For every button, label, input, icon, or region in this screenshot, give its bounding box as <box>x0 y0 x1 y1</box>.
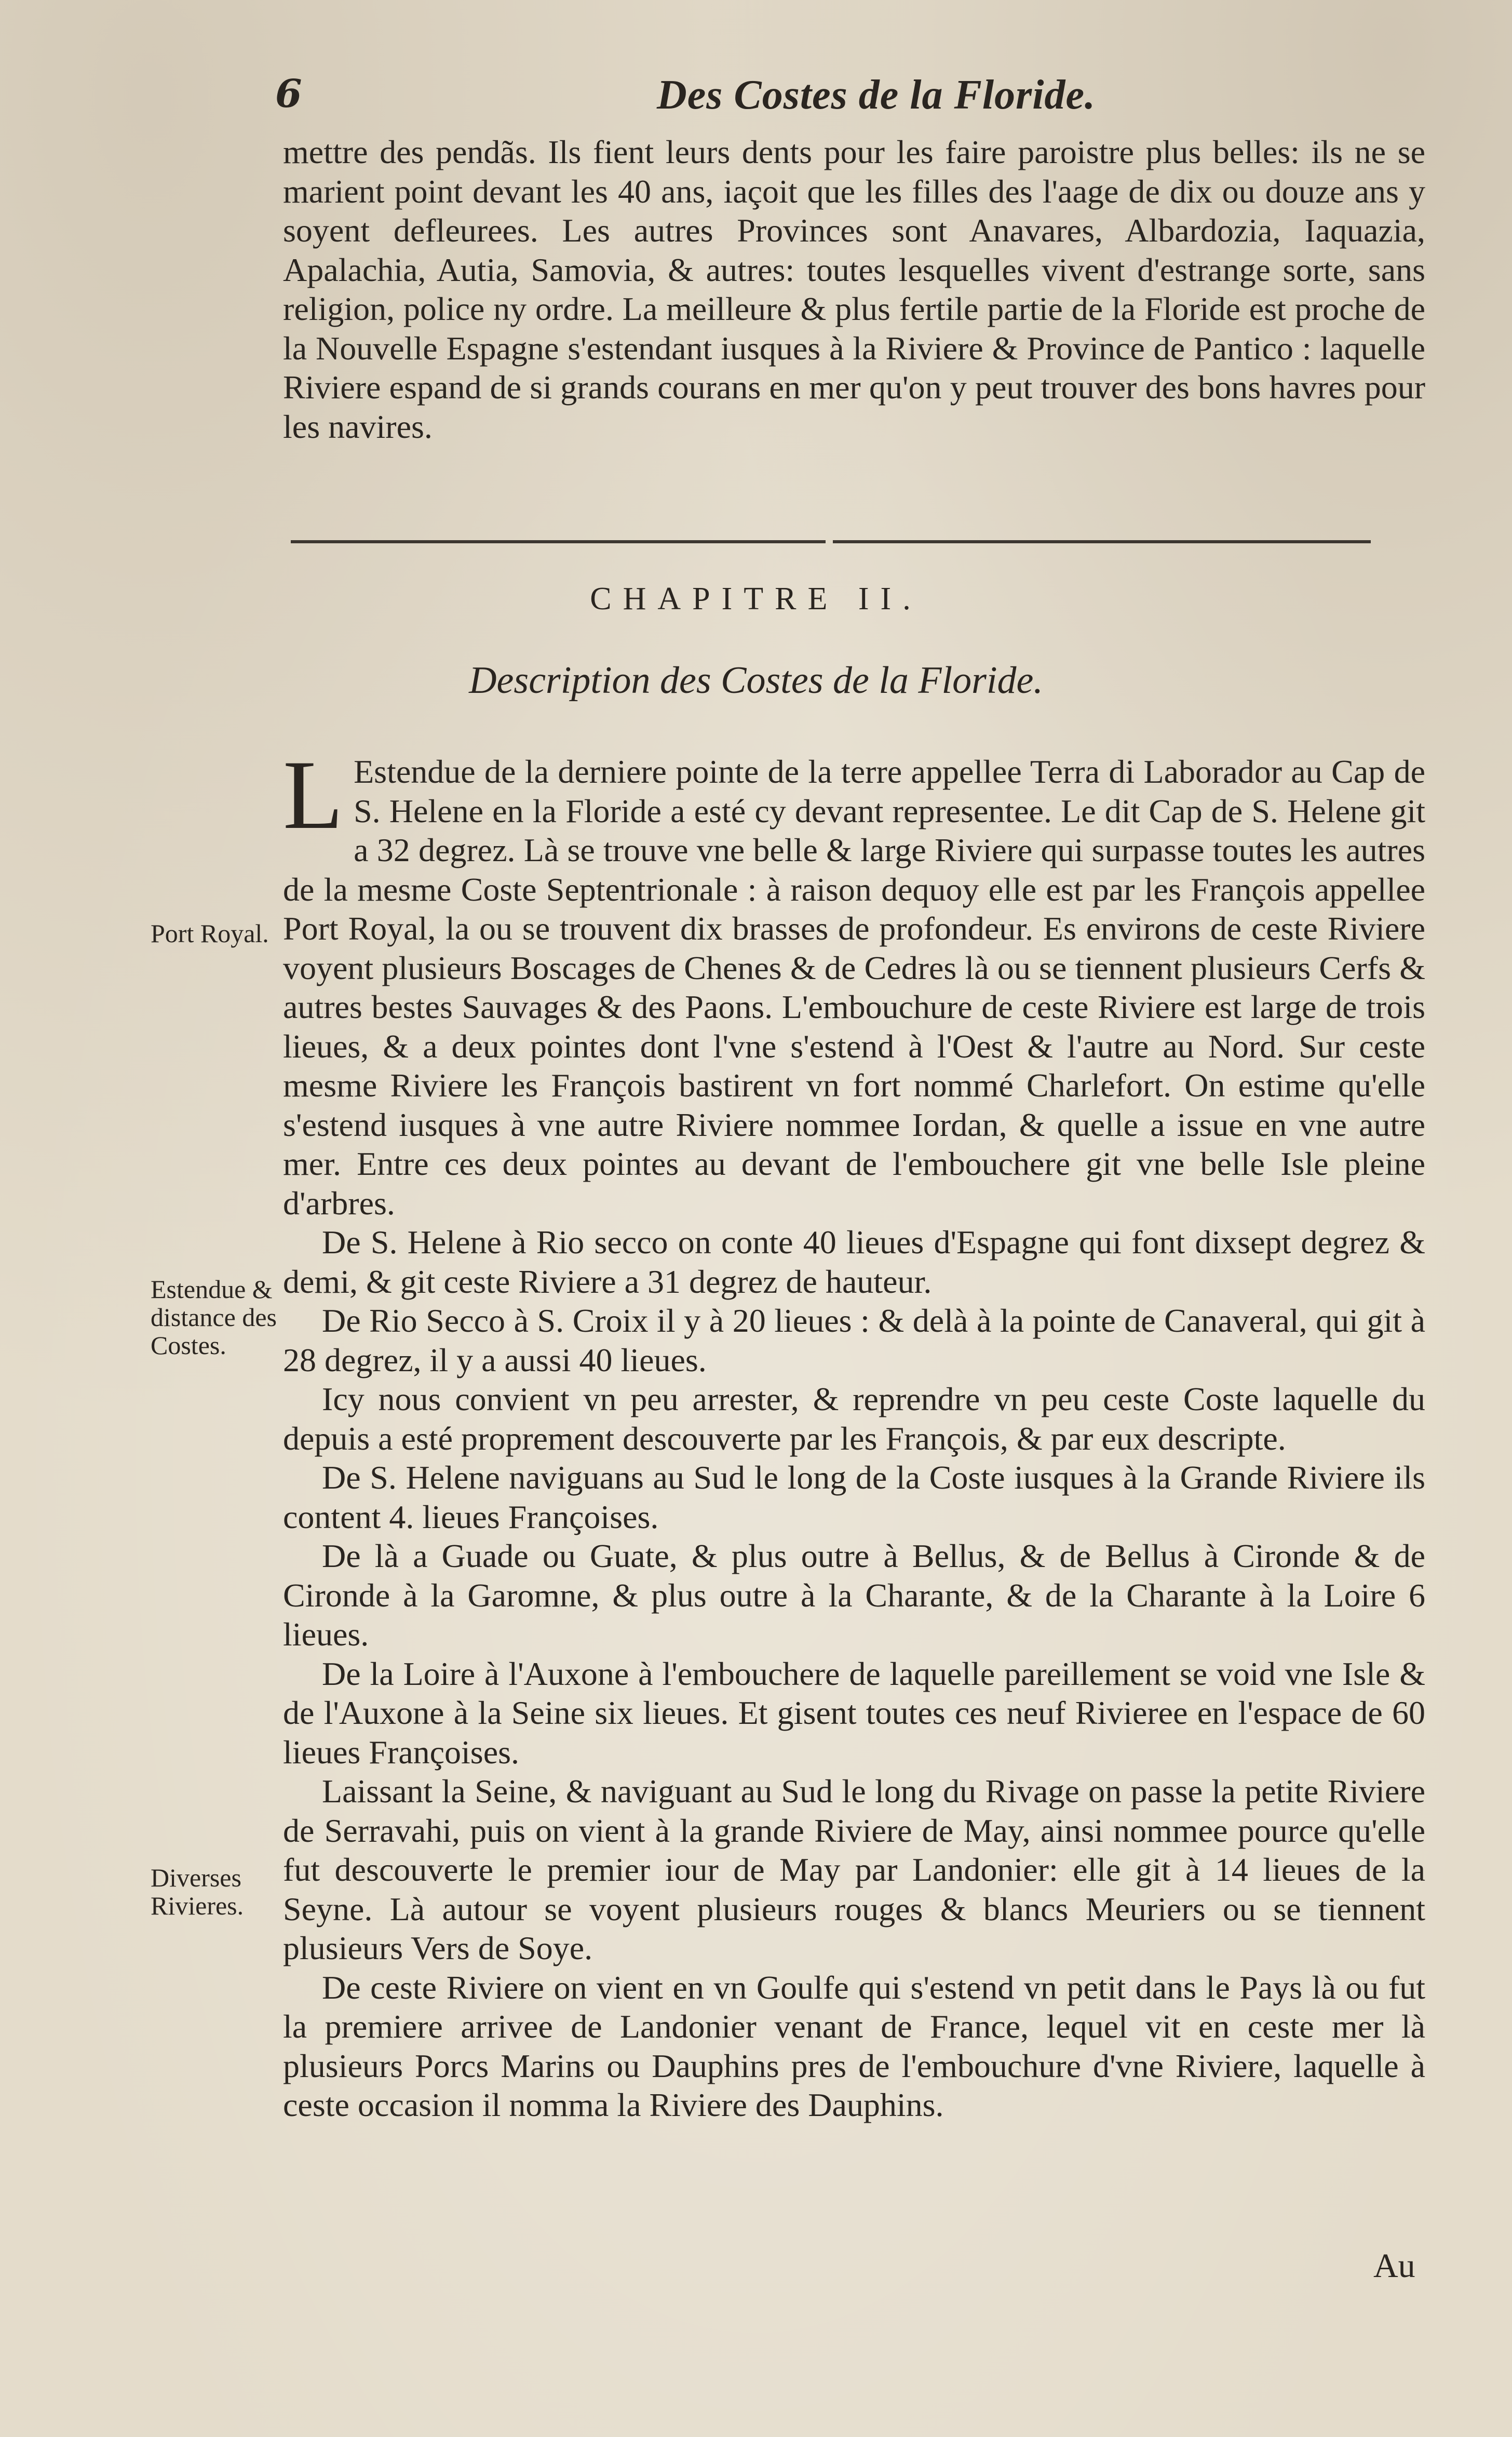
paragraph-2: De S. Helene à Rio secco on conte 40 lieues d'Espagne qui font dixsept degrez & demi, & git ceste Riviere a 31 degrez de hauteur. <box>283 1224 1425 1300</box>
chapter-heading: CHAPITRE II. <box>590 581 922 617</box>
paragraph-1 <box>283 741 1425 1223</box>
chapter-body <box>283 741 1425 2125</box>
catchword: Au <box>1373 2247 1415 2285</box>
margin-note-estendue: Estendue & distance des Costes. <box>151 1275 277 1360</box>
paragraph-4: Icy nous convient vn peu arrester, & reprendre vn peu ceste Coste laquelle du depuis a esté proprement descouverte par les François, & par eux descripte. <box>283 1381 1425 1457</box>
intro-paragraph-block <box>283 132 1425 446</box>
intro-paragraph: mettre des pendãs. Ils fient leurs dents pour les faire paroistre plus belles: ils ne se marient point devant les 40 ans, iaçoit que les filles des l'aage de dix ou douze ans y soyent defleurees. Les autres Provinces sont Anavares, Albardozia, Iaquazia, Apalachia, Autia, Samovia, & autres: toutes lesquelles vivent d'estrange sorte, sans religion, police ny ordre. La meilleure & plus fertile partie de la Floride est proche de la Nouvelle Espagne s'estendant iusques à la Riviere & Province de Pantico : laquelle Riviere espand de si grands courans en mer qu'on y peut trouver des bons havres pour les navires. <box>283 133 1425 445</box>
paragraph-8: Laissant la Seine, & naviguant au Sud le long du Rivage on passe la petite Riviere de Serravahi, puis on vient à la grande Riviere de May, ainsi nommee pource qu'elle fut descouverte le premier iour de May par Landonier: elle git à 14 lieues de la Seyne. Là autour se voyent plusieurs rouges & blancs Meuriers ou se tiennent plusieurs Vers de Soye. <box>283 1773 1425 1966</box>
section-divider-gap <box>826 538 833 545</box>
paragraph-6: De là a Guade ou Guate, & plus outre à Bellus, & de Bellus à Cironde & de Cironde à la Garomne, & plus outre à la Charante, & de la Charante à la Loire 6 lieues. <box>283 1537 1425 1653</box>
margin-note-diverses: Diverses Rivieres. <box>151 1863 244 1920</box>
chapter-subtitle: Description des Costes de la Floride. <box>469 659 1043 702</box>
running-title: Des Costes de la Floride. <box>657 72 1096 118</box>
page-number: 6 <box>275 72 302 116</box>
paragraph-1-text: Estendue de la derniere pointe de la terre appellee Terra di Laborador au Cap de S. Helene en la Floride a esté cy devant representee. Le dit Cap de S. Helene git a 32 degrez. Là se trouve vne belle & large Riviere qui surpasse toutes les autres de la mesme Coste Septentrionale : à raison dequoy elle est par les François appellee Port Royal, la ou se trouvent dix brasses de profondeur. Es environs de ceste Riviere voyent plusieurs Boscages de Chenes & de Cedres là ou se tiennent plusieurs Cerfs & autres bestes Sauvages & des Paons. L'embouchure de ceste Riviere est large de trois lieues, & a deux pointes dont l'vne s'estend à l'Oest & l'autre au Nord. Sur ceste mesme Riviere les François bastirent vn fort nommé Charlefort. On estime qu'elle s'estend iusques à vne autre Riviere nommee Iordan, & quelle a issue en vne autre mer. Entre ces deux pointes au devant de l'embouchere git vne belle Isle pleine d'arbres. <box>283 753 1425 1222</box>
paragraph-7: De la Loire à l'Auxone à l'embouchere de laquelle pareillement se void vne Isle & de l'Auxone à la Seine six lieues. Et gisent toutes ces neuf Rivieree en l'espace de 60 lieues Françoises. <box>283 1655 1425 1771</box>
paragraph-5: De S. Helene naviguans au Sud le long de la Coste iusques à la Grande Riviere ils content 4. lieues Françoises. <box>283 1459 1425 1535</box>
paragraph-9: De ceste Riviere on vient en vn Goulfe qui s'estend vn petit dans le Pays là ou fut la premiere arrivee de Landonier venant de France, lequel vit en ceste mer là plusieurs Porcs Marins ou Dauphins pres de l'embouchure d'vne Riviere, laquelle à ceste occasion il nomma la Riviere des Dauphins. <box>283 1969 1425 2123</box>
paragraph-3: De Rio Secco à S. Croix il y à 20 lieues : & delà à la pointe de Canaveral, qui git à 28 degrez, il y a aussi 40 lieues. <box>283 1302 1425 1378</box>
page-header <box>275 72 1262 129</box>
drop-cap: L <box>283 741 344 850</box>
margin-note-port-royal: Port Royal. <box>151 919 269 948</box>
